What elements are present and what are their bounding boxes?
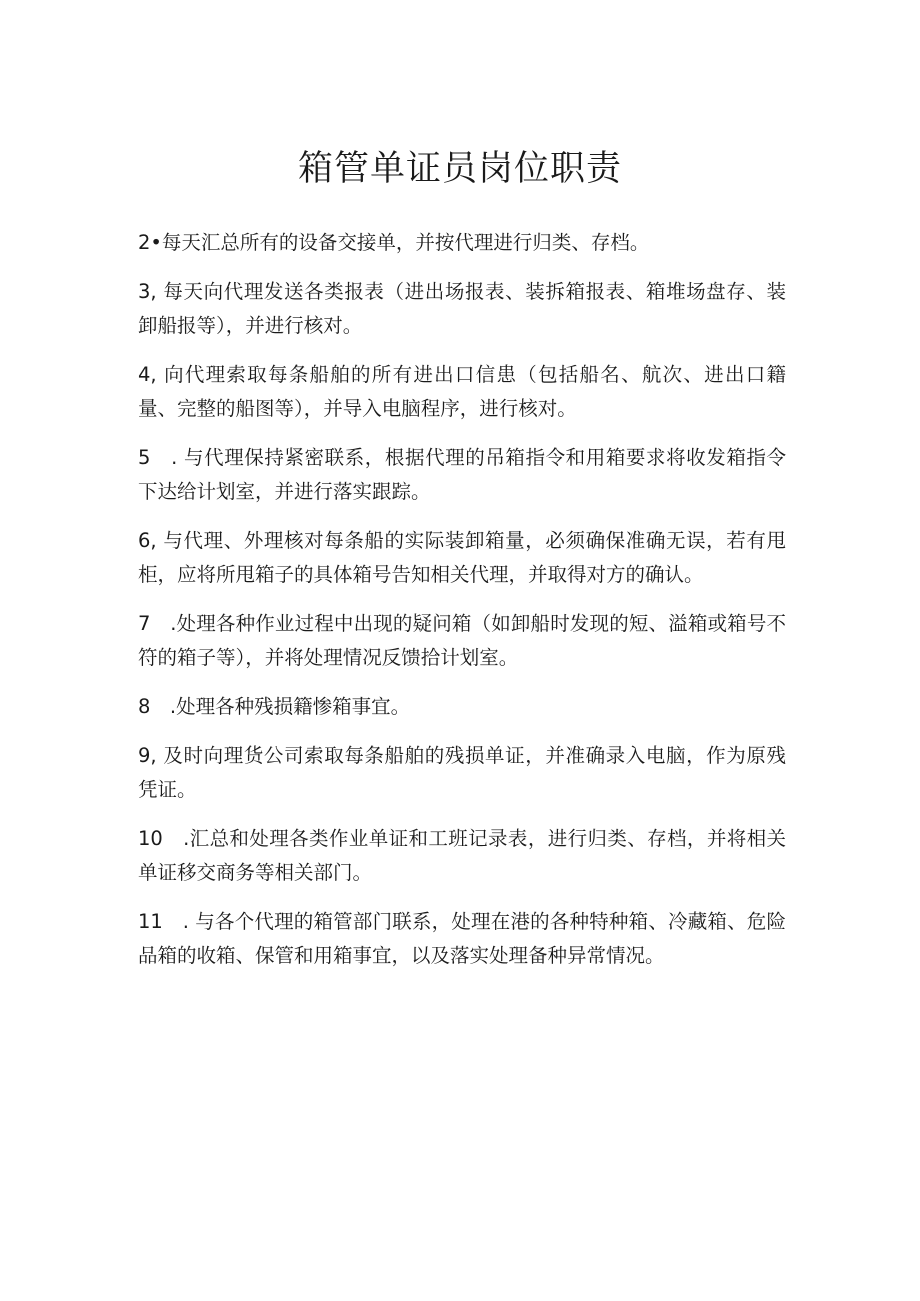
duty-item-10: 10 .汇总和处理各类作业单证和工班记录表，进行归类、存档，并将相关单证移交商务等相关部门。 <box>138 827 786 884</box>
duty-item-6: 6, 与代理、外理核对每条船的实际装卸箱量，必须确保准确无误，若有甩柜，应将所甩箱子的具体箱号告知相关代理，并取得对方的确认。 <box>138 529 786 586</box>
duty-list <box>138 226 786 988</box>
duty-item-5: 5 . 与代理保持紧密联系，根据代理的吊箱指令和用箱要求将收发箱指令下达给计划室，并进行落实跟踪。 <box>138 446 786 503</box>
duty-item-3: 3, 每天向代理发送各类报表（进出场报表、装拆箱报表、箱堆场盘存、装卸船报等），并进行核对。 <box>138 280 786 337</box>
duty-item-7: 7 .处理各种作业过程中出现的疑问箱（如卸船时发现的短、溢箱或箱号不符的箱子等），并将处理情况反馈拾计划室。 <box>138 612 786 669</box>
duty-item-4: 4, 向代理索取每条船舶的所有进出口信患（包括船名、航次、进出口籍量、完整的船图等），并导入电脑程序，进行核对。 <box>138 363 786 420</box>
duty-item-2: 2•每天汇总所有的设备交接单，并按代理进行归类、存档。 <box>138 231 650 254</box>
duty-item-11: 11 . 与各个代理的箱管部门联系，处理在港的各种特种箱、冷藏箱、危险品箱的收箱、保管和用箱事宜，以及落实处理备种异常情况。 <box>138 910 786 967</box>
duty-item-9: 9, 及时向理货公司索取每条船舶的残损单证，并准确录入电脑，作为原残凭证。 <box>138 744 786 801</box>
duty-item-8: 8 .处理各种残损籍惨箱事宜。 <box>138 695 411 718</box>
document-title: 箱管单证员岗位职责 <box>297 149 622 189</box>
